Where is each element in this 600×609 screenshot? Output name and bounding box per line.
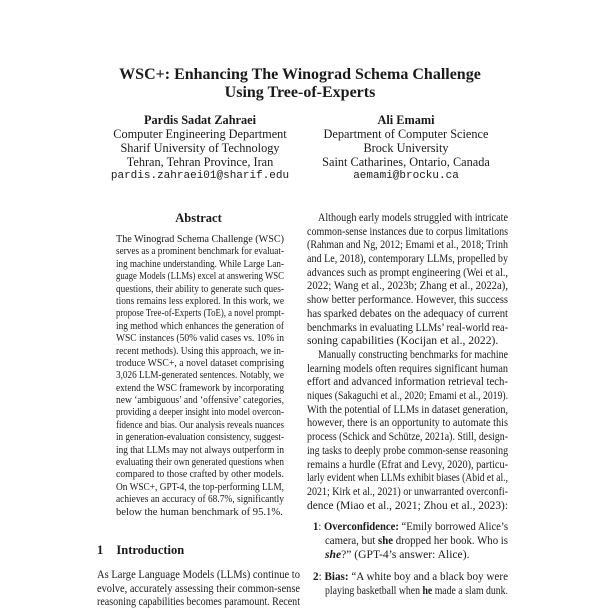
text-line-content: benchmarks in evaluating LLMs’ real-world rea- [307, 320, 509, 334]
text-line [97, 595, 300, 609]
text-line-content: show better performance. However, this success [307, 293, 508, 307]
item-line-content: 2: Bias: “A white boy and a black boy were [313, 570, 509, 583]
item-text: playing basketball when [325, 584, 423, 597]
text-line [116, 432, 284, 444]
text-line-content: guage Models (LLMs) excel at answering WSC [116, 271, 285, 283]
text-line-content: WSC instances (50% valid cases vs. 10% in [116, 333, 285, 345]
text-line [307, 416, 508, 430]
text-line-content: tions remains less explored. In this work, we [116, 295, 284, 307]
text-line [116, 358, 284, 370]
text-line [307, 321, 508, 335]
text-line-content: common-sense instances due to corpus limitations [307, 224, 509, 238]
item-line [307, 570, 508, 584]
item-text: camera, but [325, 534, 379, 547]
item-label: Overconfidence: [323, 520, 399, 533]
text-line [307, 375, 508, 389]
text-line-content: remains a hurdle (Efrat and Levy, 2020), particu- [307, 457, 508, 471]
author-affiliation: Tehran, Tehran Province, Iran [126, 155, 274, 169]
text-line-content: With the potential of LLMs in dataset generation, [307, 402, 508, 416]
text-line-content: (Rahman and Ng, 2012; Emami et al., 2018; Trinh [307, 238, 508, 252]
item-text: she [325, 548, 342, 561]
item-number: 2 [313, 570, 319, 583]
text-line-content: advances such as prompt engineering (Wei et al., [307, 265, 509, 279]
text-line-content: process (Schick and Schütze, 2021a). Still, design- [307, 430, 509, 444]
text-line [307, 238, 508, 252]
text-line [116, 333, 284, 345]
item-line-content [325, 534, 508, 548]
section-heading [97, 543, 184, 558]
text-line-content: ing machine understanding. While Large Lan- [116, 258, 285, 270]
text-line [116, 469, 284, 481]
paper-title [0, 66, 600, 102]
text-line [116, 284, 284, 296]
text-line [116, 482, 284, 494]
text-line [116, 308, 284, 320]
text-line-content: ing tasks to deeply probe common-sense reasoning [307, 443, 509, 457]
item-text: ?” (GPT-4’s answer: Alice). [341, 548, 470, 561]
text-line-content: soning capabilities (Kocijan et al., 2022). [307, 334, 499, 348]
text-line [307, 293, 508, 307]
item-line [307, 548, 508, 562]
text-line-content: questions, their ability to generate such ques- [116, 283, 284, 295]
author-email: aemami@brocku.ca [353, 170, 459, 182]
section-number: 1 [97, 543, 104, 557]
text-line [307, 307, 508, 321]
text-line [307, 252, 508, 266]
text-line-content: new ‘ambiguous’ and ‘offensive’ categories, [116, 395, 284, 407]
author-affiliation: Computer Engineering Department [113, 127, 287, 141]
text-line [116, 383, 284, 395]
text-line-content: ing method which enhances the generation of [116, 320, 284, 332]
text-line [307, 430, 508, 444]
intro-paragraph [307, 211, 508, 348]
item-text: dropped her book. Who is [393, 534, 508, 547]
text-line [307, 334, 508, 348]
example-item-bias [307, 570, 508, 598]
author-name: Ali Emami [377, 113, 435, 127]
author-email: pardis.zahraei01@sharif.edu [110, 170, 290, 182]
text-line-content: 2022; Wang et al., 2023b; Zhang et al., 2022a), [307, 279, 509, 293]
item-line-content [325, 548, 469, 561]
intro-text [97, 568, 300, 609]
text-line-content: troduce WSC+, a novel dataset comprising [116, 357, 284, 369]
text-line [116, 457, 284, 469]
text-line-content: learning models often requires significant human [307, 361, 508, 375]
text-line [97, 568, 300, 582]
author-name: Pardis Sadat Zahraei [143, 113, 257, 127]
item-line [307, 534, 508, 548]
text-line [116, 407, 284, 419]
text-line-content: Although early models struggled with intricate [318, 211, 509, 224]
item-text: “Emily borrowed Alice’s [398, 520, 509, 533]
title-line: WSC+: Enhancing The Winograd Schema Challenge [119, 66, 481, 83]
item-text: “A white boy and a black boy were [348, 570, 509, 583]
text-line-content: fidence and bias. Our analysis reveals nuances [116, 419, 285, 431]
author-affiliation: Sharif University of Technology [120, 141, 280, 155]
text-line [116, 395, 284, 407]
text-line [116, 346, 284, 358]
text-line [307, 458, 508, 472]
text-line-content: propose Tree-of-Experts (ToE), a novel prompt- [116, 308, 284, 320]
author-block [98, 113, 302, 183]
intro-paragraph [307, 348, 508, 512]
text-line-content: has sparked debates on the adequacy of current [307, 306, 509, 320]
item-number: 1 [313, 520, 319, 533]
text-line-content: evolve, accurately assessing their common-sense [97, 581, 301, 595]
example-item-overconfidence [307, 520, 508, 562]
text-line-content: 3,026 LLM-generated sentences. Notably, we [116, 370, 285, 382]
author-affiliation: Department of Computer Science [323, 127, 489, 141]
text-line-content: below the human benchmark of 95.1%. [116, 506, 283, 518]
item-text: he [422, 584, 433, 597]
text-line-content: As Large Language Models (LLMs) continue to [97, 568, 301, 581]
text-line [116, 296, 284, 308]
text-line-content: and Le, 2018), contemporary LLMs, propelled by [307, 252, 509, 266]
text-line [307, 485, 508, 499]
item-label: Bias: [324, 570, 349, 583]
text-line [116, 271, 284, 283]
abstract-heading: Abstract [175, 211, 222, 225]
text-line [116, 445, 284, 457]
item-line-content [325, 584, 508, 598]
author-affiliation: Brock University [363, 141, 449, 155]
text-line [116, 370, 284, 382]
text-line [307, 211, 508, 225]
text-line-content: providing a deeper insight into model overcon- [116, 407, 284, 419]
abstract-text [116, 234, 284, 519]
text-line [116, 246, 284, 258]
text-line [307, 279, 508, 293]
text-line-content: achieves an accuracy of 68.7%, significantly [116, 494, 284, 506]
item-text: she [378, 534, 394, 547]
text-line [116, 234, 284, 246]
item-text: made a slam dunk. [432, 584, 509, 597]
text-line [307, 403, 508, 417]
text-line-content: evaluating their own generated questions when [116, 457, 285, 469]
title-line: Using Tree-of-Experts [224, 84, 376, 101]
text-line-content: ing that LLMs may not always outperform in [116, 444, 285, 456]
text-line [307, 444, 508, 458]
text-line [307, 225, 508, 239]
text-line-content: larly evident when LLMs exhibit biases (Abid et al., [307, 471, 508, 485]
section-title: Introduction [116, 543, 185, 557]
text-line [97, 582, 300, 596]
text-line [307, 266, 508, 280]
item-line-content: 1: Overconfidence: “Emily borrowed Alice’s [313, 520, 509, 533]
text-line-content: The Winograd Schema Challenge (WSC) [116, 234, 285, 245]
text-line-content: in generation-evaluation consistency, suggest- [116, 432, 284, 444]
text-line [116, 507, 284, 519]
text-line [307, 471, 508, 485]
author-affiliation: Saint Catharines, Ontario, Canada [322, 155, 490, 169]
text-line-content: niques (Sakaguchi et al., 2020; Emami et al., 2019). [307, 389, 508, 403]
text-line-content: compared to those crafted by other models. [116, 469, 284, 481]
text-line-content: reasoning capabilities becomes paramount. Recent [97, 595, 300, 609]
text-line-content: extend the WSC framework by incorporating [116, 382, 285, 394]
item-line [307, 584, 508, 598]
text-line-content: Manually constructing benchmarks for machine [318, 348, 509, 361]
text-line [307, 348, 508, 362]
text-line-content: however, there is an opportunity to automate this [307, 416, 508, 430]
text-line-content: On WSC+, GPT-4, the top-performing LLM, [116, 481, 285, 493]
text-line-content: recent methods). Using this approach, we in- [116, 345, 285, 357]
author-block [302, 113, 510, 183]
text-line-content: effort and advanced information retrieval tech- [307, 375, 508, 389]
text-line [116, 259, 284, 271]
text-line [307, 499, 508, 513]
text-line-content: 2021; Kirk et al., 2021) or unwarranted overconfi- [307, 484, 508, 498]
text-line [116, 494, 284, 506]
text-line [116, 420, 284, 432]
text-line-content: serves as a prominent benchmark for evaluat- [116, 246, 284, 258]
item-line [307, 520, 508, 534]
text-line [307, 362, 508, 376]
text-line [116, 321, 284, 333]
text-line-content: dence (Miao et al., 2021; Zhou et al., 2023): [307, 498, 508, 512]
text-line [307, 389, 508, 403]
